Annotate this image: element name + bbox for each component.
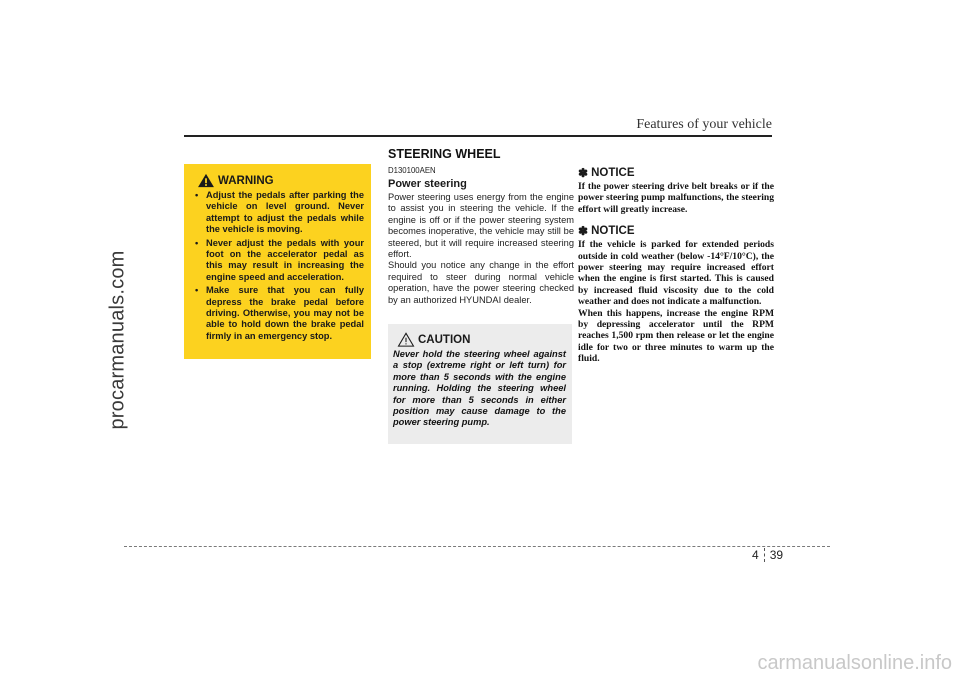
bullet-icon: •: [195, 190, 199, 200]
notice-header: [578, 166, 774, 180]
warning-title: WARNING: [218, 174, 274, 187]
section-title: STEERING WHEEL: [388, 147, 501, 161]
chapter-number: 4: [752, 548, 759, 562]
notice-title: NOTICE: [591, 167, 635, 179]
footer-divider: [124, 546, 830, 547]
body-paragraph: Power steering uses energy from the engine to assist you in steering the vehicle. If the engine is off or if the power steering system becomes inoperative, the vehicle may still be steered, but it will require increased steering effort.: [388, 192, 574, 260]
notice-title: NOTICE: [591, 225, 635, 238]
page-header-title: Features of your vehicle: [636, 117, 772, 132]
page-number-separator: [764, 548, 765, 562]
warning-triangle-icon: [197, 173, 215, 188]
section-code: D130100AEN: [388, 166, 436, 175]
notice-header: [578, 224, 774, 238]
warning-list: [193, 190, 364, 342]
notice-text: If the vehicle is parked for extended periods outside in cold weather (below -14°F/10°C), the power steering may require increased effort when the engine is first started. This is caused by increased fluid viscosity due to the cold weather and does not indicate a malfunction. When this happens, increase the engine RPM by depressing accelerator until the RPM reaches 1,500 rpm then release or let the engine idle for two or three minutes to warm up the fluid.: [578, 239, 774, 365]
notice-text: If the power steering drive belt breaks or if the power steering pump malfunctions, the steering effort will greatly increase.: [578, 181, 774, 215]
body-paragraph: Should you notice any change in the effort required to steer during normal vehicle operation, have the power steering checked by an authorized HYUNDAI dealer.: [388, 260, 574, 305]
caution-header: [393, 332, 566, 347]
caution-text: Never hold the steering wheel against a stop (extreme right or left turn) for more than 5 seconds with the engine running. Holding the steering wheel for more than 5 seconds in either position may cause damage to the power steering pump.: [393, 349, 566, 428]
page-number-value: 39: [769, 548, 784, 562]
side-watermark: procarmanuals.com: [106, 250, 129, 430]
page-number: [752, 548, 783, 562]
notice-mark-icon: ✽: [578, 224, 589, 239]
bullet-icon: •: [195, 285, 199, 296]
power-steering-section: [388, 166, 574, 306]
notices-column: [578, 166, 774, 374]
header-divider: [184, 135, 772, 137]
warning-item: • Make sure that you can fully depress the brake pedal before driving. Otherwise, you may not be able to hold down the brake pedal firmly in an emergency stop.: [195, 285, 364, 341]
warning-item: • Never adjust the pedals with your foot on the accelerator pedal as this may result in increasing the engine speed and acceleration.: [195, 237, 364, 282]
warning-item: • Adjust the pedals after parking the vehicle on level ground. Never attempt to adjust the pedals while the vehicle is moving.: [195, 190, 364, 235]
subsection-title: Power steering: [388, 178, 467, 190]
caution-title: CAUTION: [418, 333, 471, 346]
caution-box: [388, 324, 572, 444]
caution-triangle-icon: [397, 332, 415, 347]
warning-box: [184, 164, 371, 359]
warning-header: [193, 173, 364, 188]
bottom-watermark: carmanualsonline.info: [757, 652, 952, 674]
notice-mark-icon: ✽: [578, 166, 589, 180]
bullet-icon: •: [195, 237, 199, 248]
